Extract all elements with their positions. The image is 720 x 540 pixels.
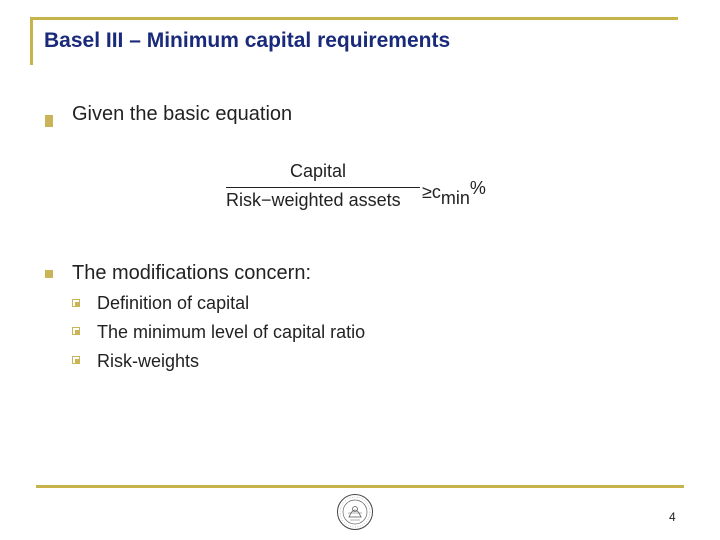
sub-bullet-marker xyxy=(72,327,80,335)
bullet-marker xyxy=(45,115,53,127)
fraction-bar xyxy=(226,187,420,188)
slide-title: Basel III – Minimum capital requirements xyxy=(44,29,451,52)
bullet-marker xyxy=(45,270,53,278)
sub-item-risk-weights: Risk-weights xyxy=(97,351,200,371)
equation-unit: % xyxy=(469,178,486,198)
equation-subscript: min xyxy=(440,188,470,208)
sub-item-definition-of-capital: Definition of capital xyxy=(97,293,250,313)
equation-numerator: Capital xyxy=(290,161,347,181)
bullet-text-modifications: The modifications concern: xyxy=(72,262,312,284)
sub-item-minimum-level: The minimum level of capital ratio xyxy=(97,322,366,342)
capital-ratio-equation xyxy=(226,160,506,216)
equation-relation: ≥c xyxy=(422,182,441,202)
equation-right-side xyxy=(422,178,486,209)
university-seal-icon xyxy=(336,493,374,531)
sub-bullet-marker xyxy=(72,299,80,307)
title-frame-top-border xyxy=(30,17,678,20)
title-frame-left-border xyxy=(30,17,33,65)
bullet-text-basic-equation: Given the basic equation xyxy=(72,103,293,125)
page-number: 4 xyxy=(669,510,676,524)
sub-bullet-marker xyxy=(72,356,80,364)
equation-denominator: Risk−weighted assets xyxy=(226,190,401,210)
footer-divider xyxy=(36,485,684,488)
